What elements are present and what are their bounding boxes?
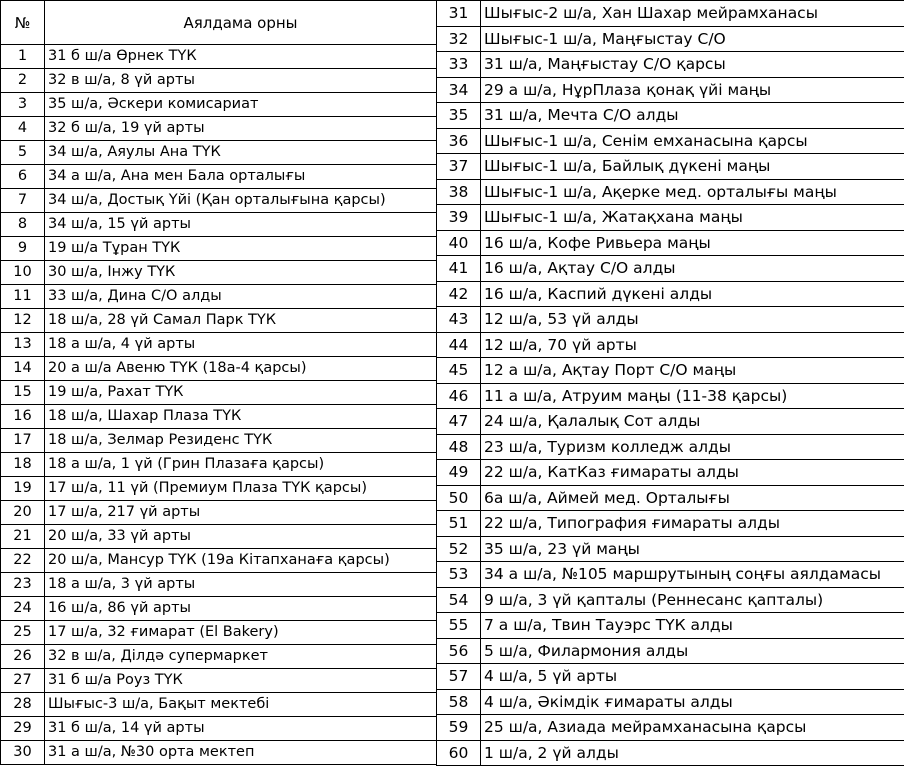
stop-number-cell: 28: [1, 693, 45, 717]
stop-number-cell: 20: [1, 501, 45, 525]
stop-number-cell: 19: [1, 477, 45, 501]
stop-number-cell: 27: [1, 669, 45, 693]
stop-location-cell: 25 ш/а, Азиада мейрамханасына қарсы: [481, 715, 904, 741]
table-row: [1, 285, 437, 309]
stop-number-cell: 23: [1, 573, 45, 597]
stop-number-cell: 7: [1, 189, 45, 213]
table-row: [1, 597, 437, 621]
table-row: [1, 165, 437, 189]
table-row: [1, 141, 437, 165]
stop-number-cell: 44: [437, 332, 481, 358]
stop-number-cell: 26: [1, 645, 45, 669]
stop-number-cell: 25: [1, 621, 45, 645]
stop-location-cell: 35 ш/а, 23 үй маңы: [481, 536, 904, 562]
stop-location-cell: 1 ш/а, 2 үй алды: [481, 740, 904, 766]
table-row: [437, 383, 904, 409]
number-column-header: №: [1, 1, 45, 45]
stop-location-cell: 18 ш/а, Зелмар Резиденс ТҮК: [45, 429, 437, 453]
table-row: [1, 477, 437, 501]
stop-location-cell: 18 ш/а, 28 үй Самал Парк ТҮК: [45, 309, 437, 333]
table-row: [1, 717, 437, 741]
stop-location-cell: 31 а ш/а, №30 орта мектеп: [45, 741, 437, 765]
stop-location-cell: 32 б ш/а, 19 үй арты: [45, 117, 437, 141]
stops-table-left: [0, 0, 437, 765]
table-row: [437, 638, 904, 664]
table-row: [437, 230, 904, 256]
stop-location-cell: 19 ш/а, Рахат ТҮК: [45, 381, 437, 405]
table-row: [437, 409, 904, 435]
stops-table-right-body: [437, 1, 904, 766]
table-row: [437, 689, 904, 715]
stop-number-cell: 56: [437, 638, 481, 664]
stop-location-cell: 7 а ш/а, Твин Тауэрс ТҮК алды: [481, 613, 904, 639]
stop-location-cell: 16 ш/а, Каспий дүкені алды: [481, 281, 904, 307]
stop-location-cell: 31 б ш/а Роуз ТҮК: [45, 669, 437, 693]
stop-location-cell: 4 ш/а, 5 үй арты: [481, 664, 904, 690]
table-row: [437, 52, 904, 78]
table-row: [1, 645, 437, 669]
stop-location-cell: Шығыс-1 ш/а, Ақерке мед. орталығы маңы: [481, 179, 904, 205]
stop-number-cell: 15: [1, 381, 45, 405]
stop-number-cell: 32: [437, 26, 481, 52]
table-row: [1, 669, 437, 693]
stop-location-cell: 31 б ш/а Өрнек ТҮК: [45, 45, 437, 69]
stop-number-cell: 6: [1, 165, 45, 189]
stop-location-cell: 12 а ш/а, Ақтау Порт С/О маңы: [481, 358, 904, 384]
stop-location-cell: 31 б ш/а, 14 үй арты: [45, 717, 437, 741]
stop-number-cell: 33: [437, 52, 481, 78]
table-row: [437, 485, 904, 511]
table-row: [1, 405, 437, 429]
table-header-row: [1, 1, 437, 45]
stop-location-cell: Шығыс-1 ш/а, Жатақхана маңы: [481, 205, 904, 231]
table-row: [437, 281, 904, 307]
stop-number-cell: 37: [437, 154, 481, 180]
stops-table-right: [436, 0, 904, 766]
table-row: [1, 693, 437, 717]
stop-location-cell: 20 ш/а, Мансур ТҮК (19а Кітапханаға қарсы): [45, 549, 437, 573]
table-row: [1, 429, 437, 453]
stops-table-left-body: [1, 45, 437, 765]
stop-location-cell: 12 ш/а, 53 үй алды: [481, 307, 904, 333]
stop-number-cell: 22: [1, 549, 45, 573]
table-row: [437, 77, 904, 103]
stop-location-cell: 20 ш/а, 33 үй арты: [45, 525, 437, 549]
stop-location-cell: 12 ш/а, 70 үй арты: [481, 332, 904, 358]
table-row: [1, 501, 437, 525]
stop-location-cell: Шығыс-2 ш/а, Хан Шахар мейрамханасы: [481, 1, 904, 27]
stop-number-cell: 49: [437, 460, 481, 486]
stop-location-cell: 29 а ш/а, НұрПлаза қонақ үйі маңы: [481, 77, 904, 103]
stop-location-cell: 16 ш/а, 86 үй арты: [45, 597, 437, 621]
stop-number-cell: 12: [1, 309, 45, 333]
stop-number-cell: 41: [437, 256, 481, 282]
stop-number-cell: 55: [437, 613, 481, 639]
table-row: [1, 453, 437, 477]
table-row: [437, 1, 904, 27]
table-row: [1, 45, 437, 69]
stop-number-cell: 9: [1, 237, 45, 261]
stop-number-cell: 38: [437, 179, 481, 205]
table-row: [437, 664, 904, 690]
table-row: [1, 309, 437, 333]
stop-location-cell: 19 ш/а Тұран ТҮК: [45, 237, 437, 261]
stop-number-cell: 52: [437, 536, 481, 562]
stop-number-cell: 34: [437, 77, 481, 103]
stop-number-cell: 4: [1, 117, 45, 141]
stop-number-cell: 30: [1, 741, 45, 765]
table-row: [1, 621, 437, 645]
stop-number-cell: 39: [437, 205, 481, 231]
stop-number-cell: 51: [437, 511, 481, 537]
stop-location-cell: 18 ш/а, Шахар Плаза ТҮК: [45, 405, 437, 429]
stop-location-cell: 24 ш/а, Қалалық Сот алды: [481, 409, 904, 435]
stop-number-cell: 40: [437, 230, 481, 256]
stop-location-cell: 22 ш/а, КатКаз ғимараты алды: [481, 460, 904, 486]
table-row: [1, 741, 437, 765]
stop-number-cell: 58: [437, 689, 481, 715]
stop-location-cell: 34 а ш/а, №105 маршрутының соңғы аялдамасы: [481, 562, 904, 588]
stop-location-cell: 31 ш/а, Маңғыстау С/О қарсы: [481, 52, 904, 78]
table-row: [437, 715, 904, 741]
table-row: [1, 381, 437, 405]
stop-number-cell: 2: [1, 69, 45, 93]
stop-number-cell: 18: [1, 453, 45, 477]
stop-number-cell: 21: [1, 525, 45, 549]
table-row: [1, 357, 437, 381]
stop-location-cell: 16 ш/а, Кофе Ривьера маңы: [481, 230, 904, 256]
table-row: [1, 237, 437, 261]
stop-location-cell: 4 ш/а, Әкімдік ғимараты алды: [481, 689, 904, 715]
stop-location-cell: 11 а ш/а, Атруим маңы (11-38 қарсы): [481, 383, 904, 409]
table-row: [1, 525, 437, 549]
stop-location-cell: 9 ш/а, 3 үй қапталы (Реннесанс қапталы): [481, 587, 904, 613]
stop-number-cell: 46: [437, 383, 481, 409]
stop-number-cell: 5: [1, 141, 45, 165]
table-row: [437, 434, 904, 460]
stop-location-cell: 6а ш/а, Аймей мед. Орталығы: [481, 485, 904, 511]
stop-location-cell: 5 ш/а, Филармония алды: [481, 638, 904, 664]
table-row: [1, 213, 437, 237]
stop-number-cell: 3: [1, 93, 45, 117]
stop-number-cell: 16: [1, 405, 45, 429]
stop-number-cell: 47: [437, 409, 481, 435]
stop-location-cell: 31 ш/а, Мечта С/О алды: [481, 103, 904, 129]
stop-location-cell: 35 ш/а, Әскери комисариат: [45, 93, 437, 117]
stop-location-cell: 18 а ш/а, 3 үй арты: [45, 573, 437, 597]
table-row: [437, 332, 904, 358]
stop-location-cell: 17 ш/а, 32 ғимарат (El Bakery): [45, 621, 437, 645]
stop-location-cell: 18 а ш/а, 1 үй (Грин Плазаға қарсы): [45, 453, 437, 477]
stop-number-cell: 50: [437, 485, 481, 511]
table-row: [437, 460, 904, 486]
stop-number-cell: 57: [437, 664, 481, 690]
table-row: [437, 154, 904, 180]
stop-location-cell: 30 ш/а, Інжу ТҮК: [45, 261, 437, 285]
stop-number-cell: 43: [437, 307, 481, 333]
stop-number-cell: 45: [437, 358, 481, 384]
stop-location-cell: 20 а ш/а Авеню ТҮК (18а-4 қарсы): [45, 357, 437, 381]
stop-number-cell: 36: [437, 128, 481, 154]
table-row: [437, 587, 904, 613]
table-row: [437, 511, 904, 537]
table-row: [1, 93, 437, 117]
stop-location-cell: 34 ш/а, Достық Үйі (Қан орталығына қарсы): [45, 189, 437, 213]
stop-location-cell: Шығыс-1 ш/а, Байлық дүкені маңы: [481, 154, 904, 180]
location-column-header: Аялдама орны: [45, 1, 437, 45]
table-row: [1, 549, 437, 573]
stop-location-cell: 17 ш/а, 217 үй арты: [45, 501, 437, 525]
stop-location-cell: 17 ш/а, 11 үй (Премиум Плаза ТҮК қарсы): [45, 477, 437, 501]
stop-number-cell: 1: [1, 45, 45, 69]
table-row: [1, 261, 437, 285]
table-row: [1, 333, 437, 357]
stop-location-cell: 34 ш/а, 15 үй арты: [45, 213, 437, 237]
table-row: [437, 613, 904, 639]
table-row: [437, 26, 904, 52]
table-row: [1, 69, 437, 93]
stop-location-cell: 34 ш/а, Аяулы Ана ТҮК: [45, 141, 437, 165]
table-row: [437, 256, 904, 282]
stop-number-cell: 54: [437, 587, 481, 613]
stop-location-cell: 18 а ш/а, 4 үй арты: [45, 333, 437, 357]
stop-number-cell: 14: [1, 357, 45, 381]
table-row: [437, 179, 904, 205]
stop-number-cell: 31: [437, 1, 481, 27]
table-row: [437, 205, 904, 231]
stop-number-cell: 10: [1, 261, 45, 285]
table-row: [437, 103, 904, 129]
table-row: [437, 307, 904, 333]
table-row: [437, 128, 904, 154]
table-row: [1, 573, 437, 597]
stop-number-cell: 59: [437, 715, 481, 741]
stop-location-cell: Шығыс-1 ш/а, Сенім емханасына қарсы: [481, 128, 904, 154]
table-row: [437, 562, 904, 588]
stop-number-cell: 42: [437, 281, 481, 307]
table-row: [1, 189, 437, 213]
table-row: [437, 358, 904, 384]
stop-location-cell: Шығыс-3 ш/а, Бақыт мектебі: [45, 693, 437, 717]
stop-number-cell: 24: [1, 597, 45, 621]
stop-number-cell: 60: [437, 740, 481, 766]
table-row: [1, 117, 437, 141]
stop-number-cell: 11: [1, 285, 45, 309]
stop-location-cell: 33 ш/а, Дина С/О алды: [45, 285, 437, 309]
stop-number-cell: 8: [1, 213, 45, 237]
stop-location-cell: 34 а ш/а, Ана мен Бала орталығы: [45, 165, 437, 189]
table-row: [437, 536, 904, 562]
stop-location-cell: 32 в ш/а, 8 үй арты: [45, 69, 437, 93]
stop-number-cell: 48: [437, 434, 481, 460]
stop-number-cell: 53: [437, 562, 481, 588]
stop-location-cell: Шығыс-1 ш/а, Маңғыстау С/О: [481, 26, 904, 52]
stop-number-cell: 13: [1, 333, 45, 357]
stop-number-cell: 17: [1, 429, 45, 453]
stop-location-cell: 23 ш/а, Туризм колледж алды: [481, 434, 904, 460]
stop-location-cell: 32 в ш/а, Ділдә супермаркет: [45, 645, 437, 669]
stop-number-cell: 29: [1, 717, 45, 741]
table-row: [437, 740, 904, 766]
stop-location-cell: 22 ш/а, Типография ғимараты алды: [481, 511, 904, 537]
stop-location-cell: 16 ш/а, Ақтау С/О алды: [481, 256, 904, 282]
stop-number-cell: 35: [437, 103, 481, 129]
